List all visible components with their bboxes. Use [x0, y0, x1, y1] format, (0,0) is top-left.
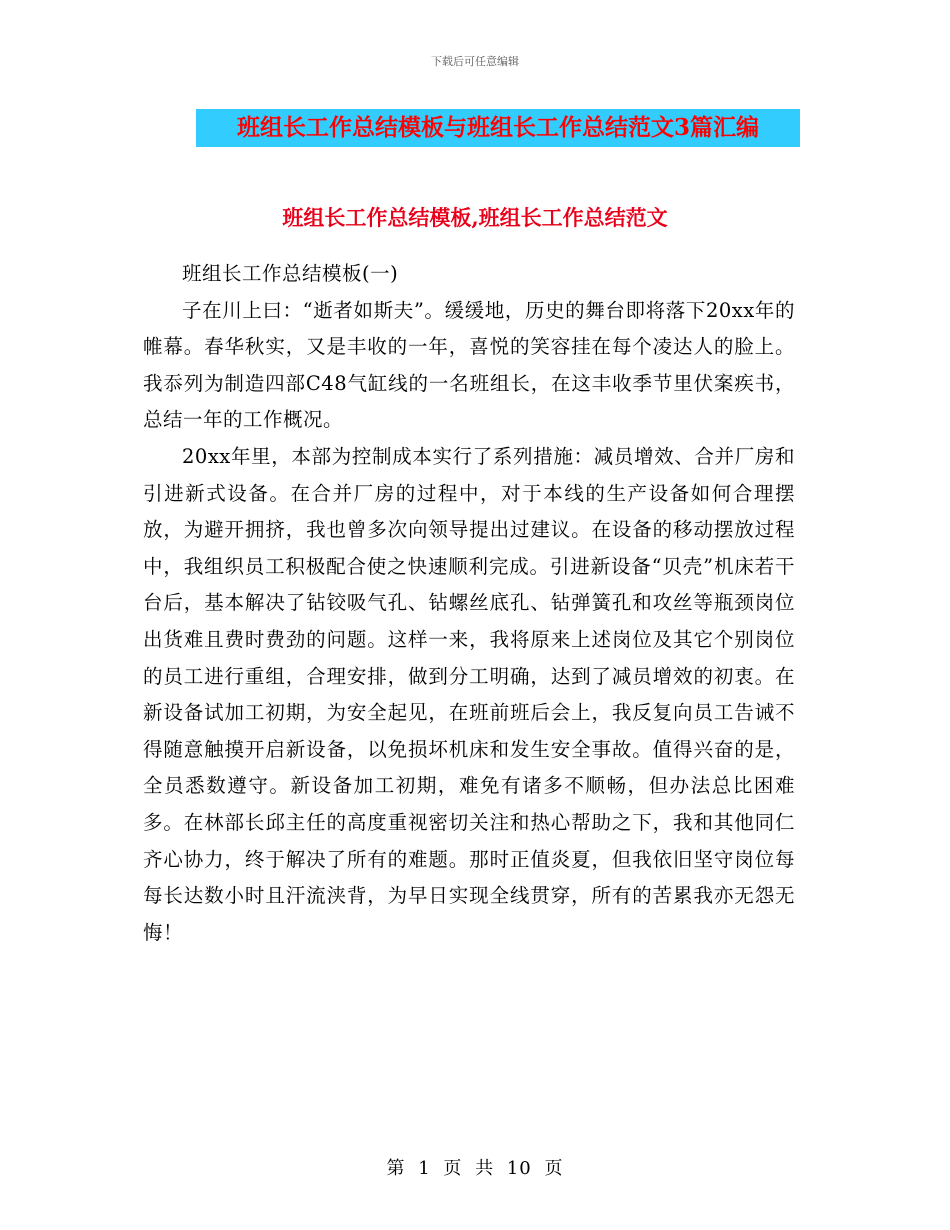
paragraph-1: 子在川上曰：“逝者如斯夫”。缓缓地，历史的舞台即将落下20xx年的帷幕。春华秋实，又是丰收的一年，喜悦的笑容挂在每个凌达人的脸上。我忝列为制造四部C48气缸线的一名班组长，在这丰收季节里伏案疾书，总结一年的工作概况。 [143, 298, 795, 432]
document-sub-title: 班组长工作总结模板,班组长工作总结范文 [282, 205, 668, 230]
document-body [143, 220, 795, 951]
document-main-title: 班组长工作总结模板与班组长工作总结范文3篇汇编 [196, 109, 800, 147]
page-number: 第 1 页 共 10 页 [386, 1158, 564, 1179]
header-note: 下载后可任意编辑 [431, 55, 519, 68]
section-heading: 班组长工作总结模板(一) [182, 262, 399, 285]
paragraph-2: 20xx年里，本部为控制成本实行了系列措施：减员增效、合并厂房和引进新式设备。在合并厂房的过程中，对于本线的生产设备如何合理摆放，为避开拥挤，我也曾多次向领导提出过建议。在设备的移动摆放过程中，我组织员工积极配合使之快速顺利完成。引进新设备“贝壳”机床若干台后，基本解决了钻铰吸气孔、钻螺丝底孔、钻弹簧孔和攻丝等瓶颈岗位出货难且费时费劲的问题。这样一来，我将原来上述岗位及其它个别岗位的员工进行重组，合理安排，做到分工明确，达到了减员增效的初衷。在新设备试加工初期，为安全起见，在班前班后会上，我反复向员工告诫不得随意触摸开启新设备，以免损坏机床和发生安全事故。值得兴奋的是，全员悉数遵守。新设备加工初期，难免有诸多不顺畅，但办法总比困难多。在林部长邱主任的高度重视密切关注和热心帮助之下，我和其他同仁齐心协力，终于解决了所有的难题。那时正值炎夏，但我依旧坚守岗位每每长达数小时且汗流浃背，为早日实现全线贯穿，所有的苦累我亦无怨无悔！ [143, 444, 795, 944]
